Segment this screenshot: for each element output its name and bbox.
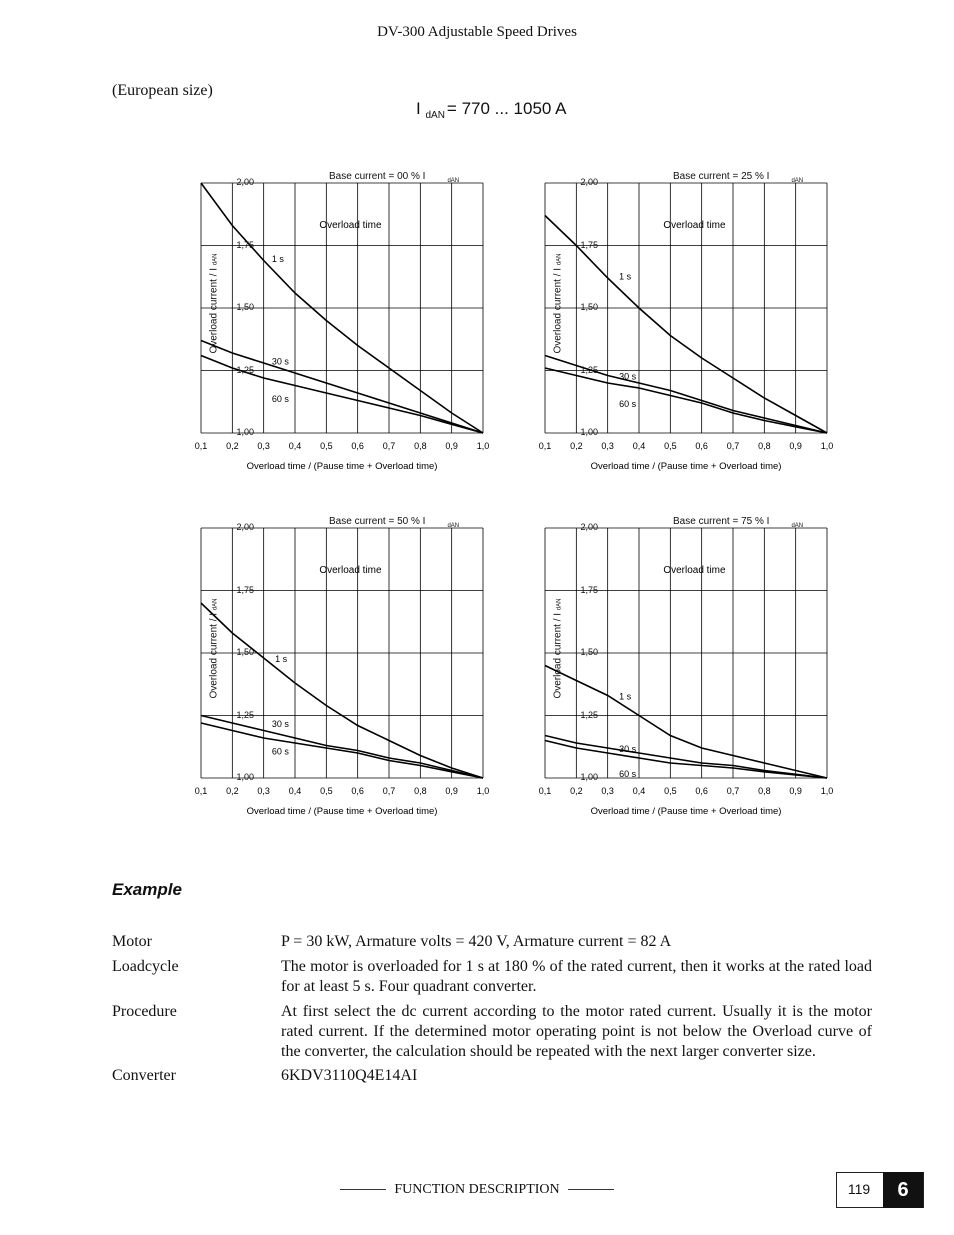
y-axis-label bbox=[553, 239, 564, 369]
y-tick-label: 1,50 bbox=[580, 302, 598, 312]
y-axis-label-text: Overload current / I bbox=[208, 610, 220, 699]
x-tick-label: 0,5 bbox=[320, 441, 333, 451]
y-tick-label: 1,25 bbox=[236, 364, 254, 375]
example-value: 6KDV3110Q4E14AI bbox=[281, 1067, 418, 1084]
x-tick-label: 0,4 bbox=[632, 786, 646, 796]
x-tick-label: 0,5 bbox=[320, 786, 333, 796]
x-tick-label: 0,5 bbox=[664, 786, 677, 796]
x-tick-label: 0,9 bbox=[445, 441, 458, 451]
x-axis-label: Overload time / (Pause time + Overload time) bbox=[246, 806, 438, 817]
y-tick-label: 1,50 bbox=[236, 302, 254, 312]
x-tick-label: 1,0 bbox=[476, 441, 490, 451]
example-value: P = 30 kW, Armature volts = 420 V, Armature current = 82 A bbox=[281, 933, 672, 950]
series-label: 60 s bbox=[271, 394, 289, 404]
series-label: 30 s bbox=[271, 356, 289, 367]
page-footer bbox=[0, 1182, 954, 1198]
x-tick-label: 0,3 bbox=[257, 441, 270, 451]
x-tick-label: 0,8 bbox=[414, 441, 427, 451]
y-tick-label: 1,50 bbox=[236, 647, 254, 657]
y-tick-label: 1,25 bbox=[580, 709, 598, 720]
overload-time-annotation: Overload time bbox=[319, 220, 382, 231]
y-axis-label bbox=[209, 239, 220, 369]
chart-title bbox=[329, 516, 459, 529]
x-tick-label: 0,8 bbox=[414, 786, 427, 796]
size-note: (European size) bbox=[112, 82, 213, 99]
x-tick-label: 0,4 bbox=[288, 441, 302, 451]
chart-title bbox=[673, 171, 803, 184]
series-label: 60 s bbox=[619, 399, 637, 409]
chart-title-subscript: dAN bbox=[447, 178, 460, 184]
chart-title bbox=[673, 516, 803, 529]
series-line-60s bbox=[201, 723, 483, 778]
y-axis-label-text: Overload current / I bbox=[552, 610, 564, 699]
series-label: 30 s bbox=[619, 371, 637, 382]
current-range-text: = 770 ... 1050 A bbox=[446, 99, 567, 118]
y-tick-label: 1,00 bbox=[580, 427, 598, 437]
x-tick-label: 0,6 bbox=[351, 786, 364, 796]
chart-title-subscript: dAN bbox=[791, 178, 804, 184]
y-axis-label-text: Overload current / I bbox=[208, 265, 220, 354]
current-range-sub: dAN bbox=[425, 110, 445, 121]
y-axis-label-subscript: dAN bbox=[212, 253, 219, 266]
y-tick-label: 1,75 bbox=[580, 239, 598, 250]
y-tick-label: 1,00 bbox=[236, 427, 254, 437]
chart-title bbox=[329, 171, 459, 184]
page-header: DV-300 Adjustable Speed Drives bbox=[377, 24, 577, 40]
x-tick-label: 0,8 bbox=[758, 441, 771, 451]
series-label: 1 s bbox=[271, 254, 284, 264]
x-tick-label: 1,0 bbox=[820, 786, 834, 796]
y-tick-label: 2,00 bbox=[580, 177, 598, 187]
y-axis-label bbox=[209, 584, 220, 714]
series-label: 30 s bbox=[619, 744, 637, 754]
chart-title-text: Base current = 50 % I bbox=[329, 516, 426, 527]
x-tick-label: 1,0 bbox=[820, 441, 834, 451]
x-axis-label: Overload time / (Pause time + Overload time) bbox=[590, 461, 782, 472]
overload-chart-base-75 bbox=[538, 516, 890, 873]
x-tick-label: 0,6 bbox=[695, 441, 708, 451]
y-tick-label: 1,00 bbox=[580, 772, 598, 782]
x-tick-label: 0,9 bbox=[445, 786, 458, 796]
overload-chart-base-25 bbox=[538, 171, 890, 528]
y-tick-label: 1,00 bbox=[236, 772, 254, 782]
example-label: Motor bbox=[112, 933, 152, 950]
overload-time-annotation: Overload time bbox=[663, 220, 726, 231]
y-axis-label-subscript: dAN bbox=[556, 253, 563, 266]
x-tick-label: 0,7 bbox=[382, 441, 396, 451]
x-tick-label: 1,0 bbox=[476, 786, 490, 796]
y-tick-label: 1,75 bbox=[580, 584, 598, 595]
x-tick-label: 0,2 bbox=[570, 786, 583, 796]
series-line-30s bbox=[201, 716, 483, 779]
x-tick-label: 0,6 bbox=[695, 786, 708, 796]
x-tick-label: 0,2 bbox=[570, 441, 583, 451]
x-tick-label: 0,3 bbox=[601, 786, 614, 796]
x-tick-label: 0,1 bbox=[538, 786, 552, 796]
x-tick-label: 0,4 bbox=[632, 441, 646, 451]
x-axis-label: Overload time / (Pause time + Overload time) bbox=[590, 806, 782, 817]
y-tick-label: 1,50 bbox=[580, 647, 598, 657]
footer-rule-right bbox=[568, 1189, 614, 1190]
y-tick-label: 1,75 bbox=[236, 239, 254, 250]
example-value: The motor is overloaded for 1 s at 180 % of the rated current, then it works at the rated load for at least 5 s. Four quadrant converter. bbox=[281, 958, 872, 995]
x-tick-label: 0,4 bbox=[288, 786, 302, 796]
overload-time-annotation: Overload time bbox=[319, 565, 382, 576]
x-tick-label: 0,2 bbox=[226, 441, 239, 451]
x-tick-label: 0,1 bbox=[194, 786, 208, 796]
footer-section: FUNCTION DESCRIPTION bbox=[394, 1182, 560, 1197]
x-tick-label: 0,7 bbox=[726, 786, 740, 796]
y-tick-label: 1,25 bbox=[580, 364, 598, 375]
series-label: 60 s bbox=[271, 746, 289, 757]
y-tick-label: 2,00 bbox=[580, 522, 598, 532]
x-tick-label: 0,1 bbox=[538, 441, 552, 451]
x-tick-label: 0,9 bbox=[789, 786, 802, 796]
series-label: 1 s bbox=[275, 654, 288, 664]
footer-rule-left bbox=[340, 1189, 386, 1190]
example-label: Loadcycle bbox=[112, 958, 179, 975]
series-line-1s bbox=[201, 603, 483, 778]
y-tick-label: 2,00 bbox=[236, 177, 254, 187]
x-tick-label: 0,3 bbox=[601, 441, 614, 451]
example-heading: Example bbox=[112, 880, 182, 899]
chapter-tab: 6 bbox=[883, 1172, 923, 1208]
x-tick-label: 0,8 bbox=[758, 786, 771, 796]
y-axis-label-text: Overload current / I bbox=[552, 265, 564, 354]
example-label: Converter bbox=[112, 1067, 176, 1084]
x-tick-label: 0,7 bbox=[726, 441, 740, 451]
chart-title-text: Base current = 75 % I bbox=[673, 516, 770, 527]
series-label: 60 s bbox=[619, 769, 637, 779]
x-axis-label: Overload time / (Pause time + Overload time) bbox=[246, 461, 438, 472]
x-tick-label: 0,6 bbox=[351, 441, 364, 451]
page-number: 119 bbox=[847, 1181, 871, 1197]
x-tick-label: 0,3 bbox=[257, 786, 270, 796]
series-label: 30 s bbox=[271, 719, 289, 729]
overload-time-annotation: Overload time bbox=[663, 565, 726, 576]
x-tick-label: 0,1 bbox=[194, 441, 208, 451]
x-tick-label: 0,2 bbox=[226, 786, 239, 796]
x-tick-label: 0,5 bbox=[664, 441, 677, 451]
chart-title-text: Base current = 00 % I bbox=[329, 171, 426, 182]
y-tick-label: 1,25 bbox=[236, 709, 254, 720]
example-value: At first select the dc current according to the motor rated current. Usually it is the motor rated current. If the determined motor operating point is not below the Overload curve of the converter, the calculation should be repeated with the next larger converter size. bbox=[281, 1003, 872, 1060]
y-axis-label bbox=[553, 584, 564, 714]
x-tick-label: 0,7 bbox=[382, 786, 396, 796]
example-label: Procedure bbox=[112, 1003, 177, 1020]
overload-chart-base-50 bbox=[194, 516, 546, 873]
chart-title-subscript: dAN bbox=[447, 523, 460, 529]
overload-chart-base-00 bbox=[194, 171, 546, 528]
chart-title-text: Base current = 25 % I bbox=[673, 171, 770, 182]
series-label: 1 s bbox=[619, 691, 632, 702]
y-axis-label-subscript: dAN bbox=[212, 598, 219, 611]
current-range-prefix: I bbox=[416, 99, 421, 118]
chart-title-subscript: dAN bbox=[791, 523, 804, 529]
series-label: 1 s bbox=[619, 271, 632, 282]
y-tick-label: 2,00 bbox=[236, 522, 254, 532]
x-tick-label: 0,9 bbox=[789, 441, 802, 451]
y-tick-label: 1,75 bbox=[236, 584, 254, 595]
y-axis-label-subscript: dAN bbox=[556, 598, 563, 611]
series-line-30s bbox=[201, 341, 483, 434]
current-range bbox=[416, 99, 567, 121]
